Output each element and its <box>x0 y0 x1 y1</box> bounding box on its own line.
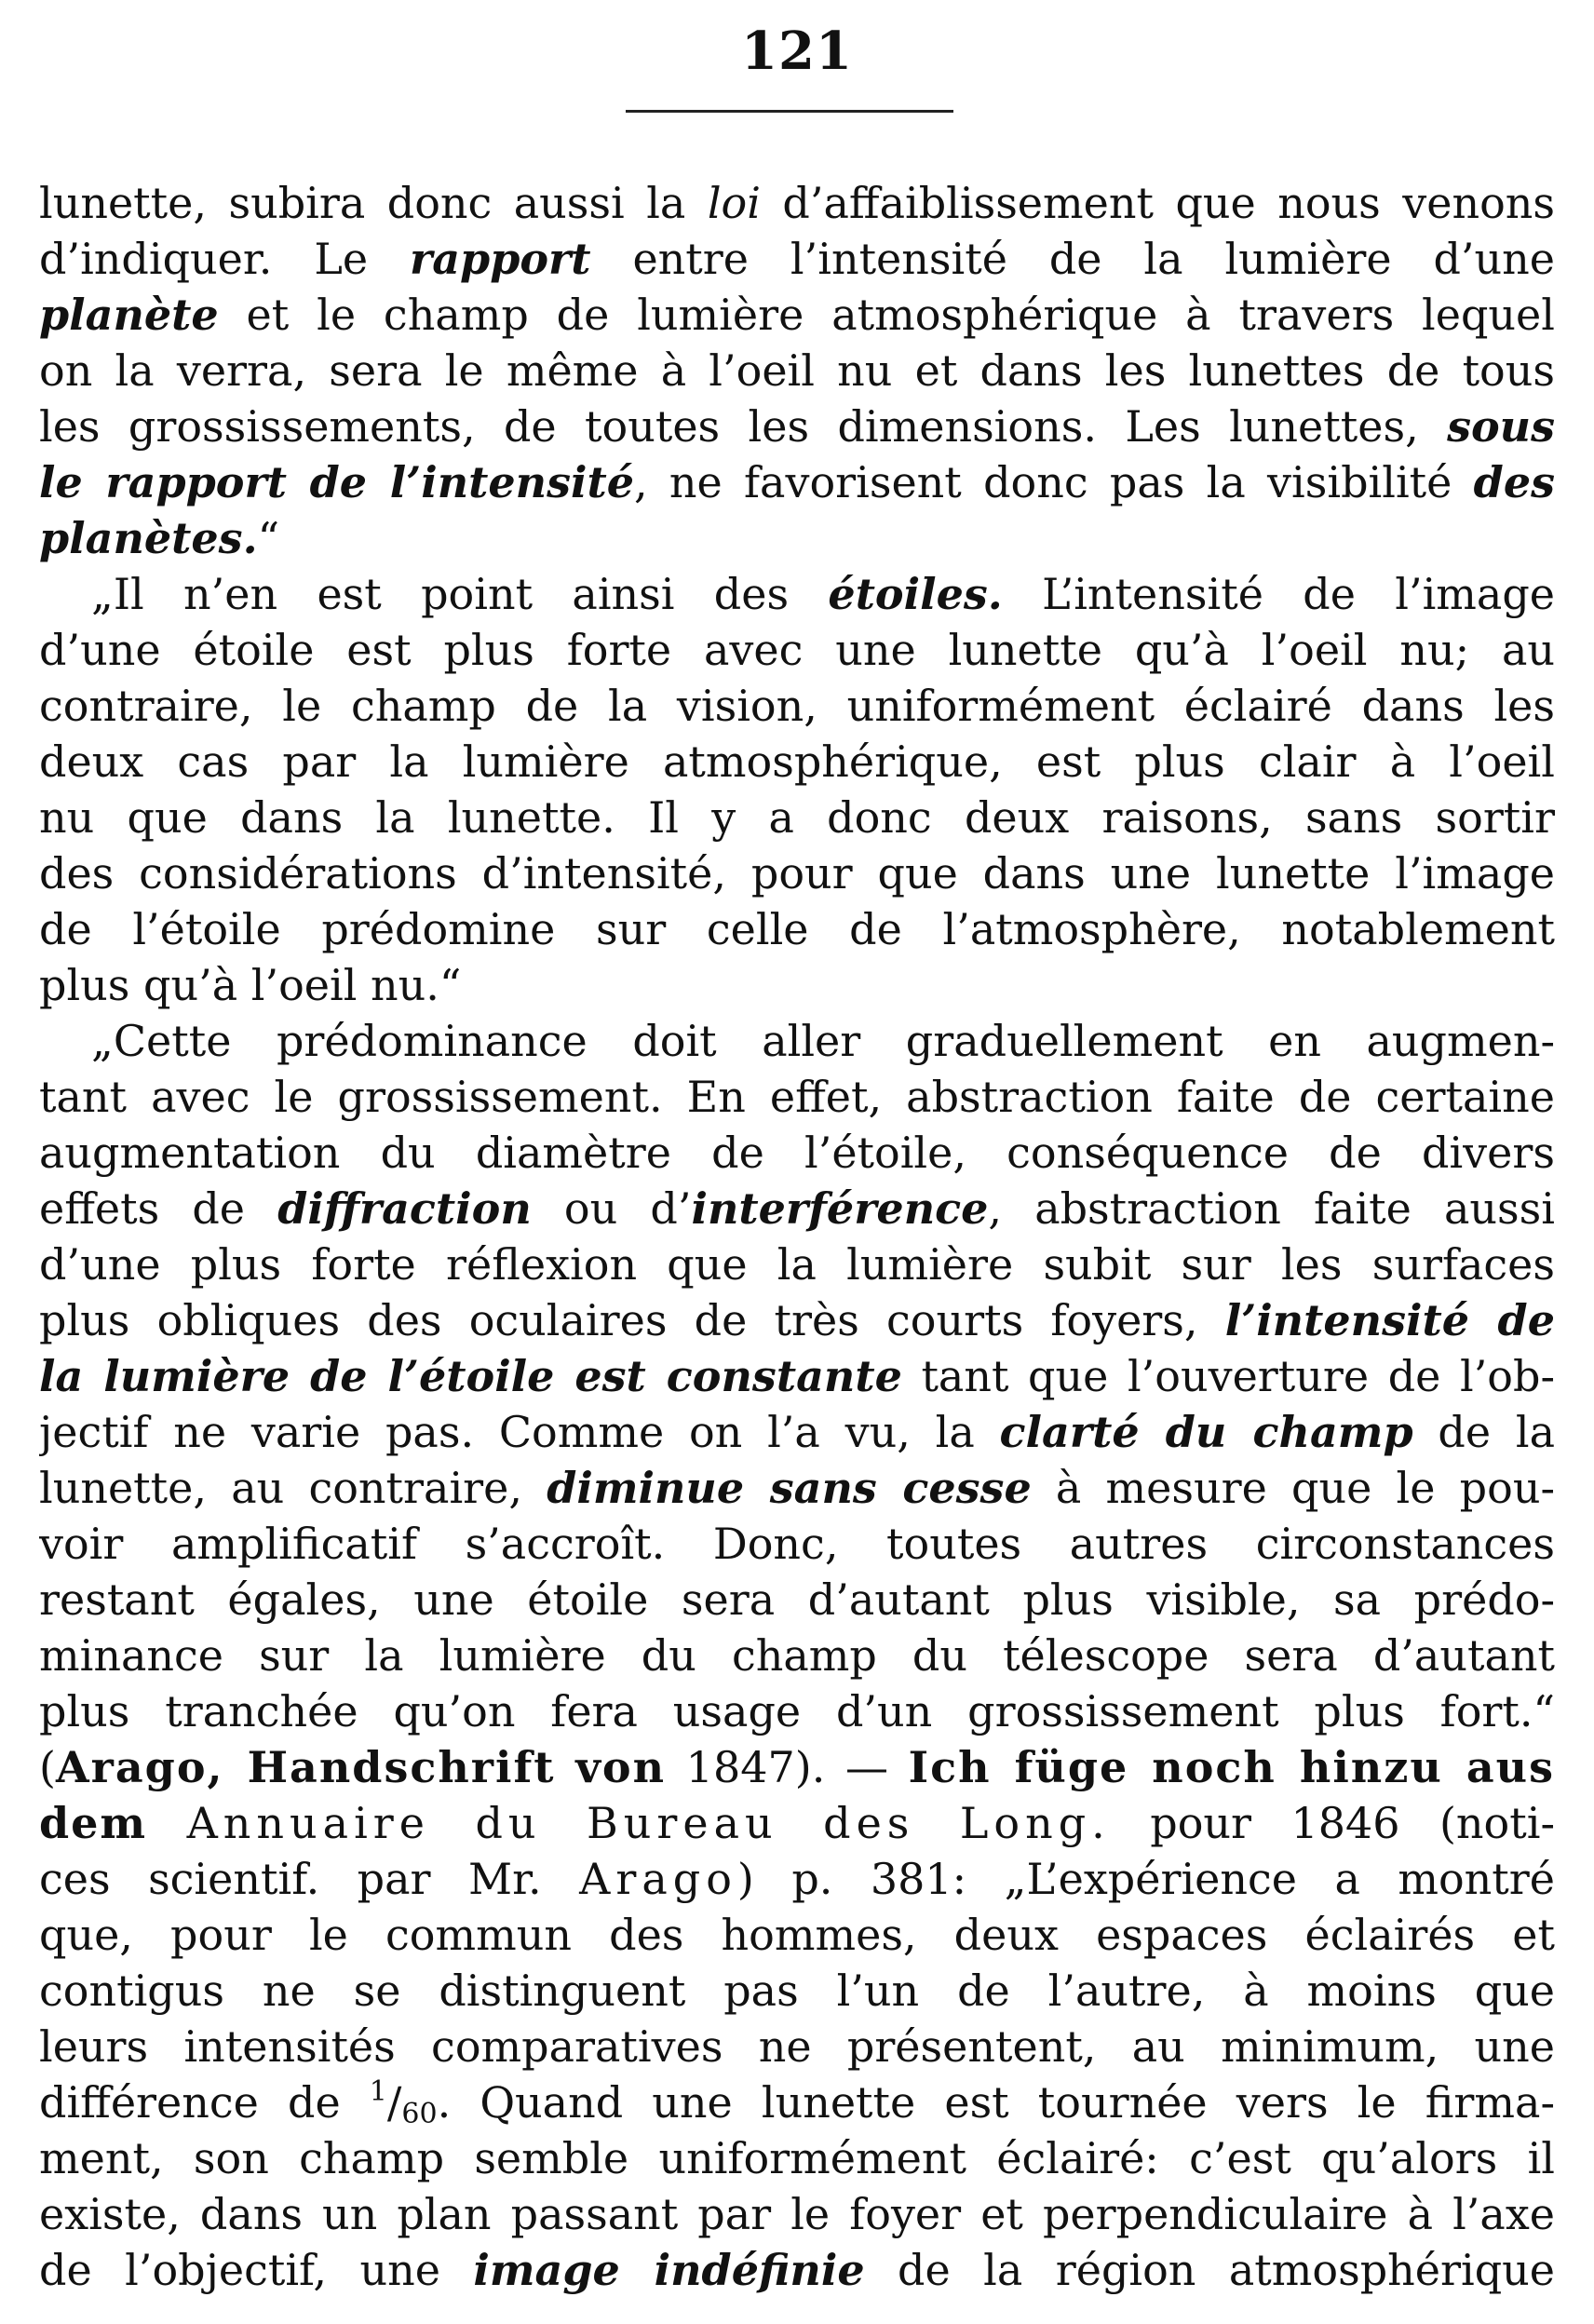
text-line <box>39 343 1555 399</box>
styled-text: dem <box>39 1798 148 1848</box>
styled-text: von <box>575 1742 667 1792</box>
styled-text: Ich füge noch hinzu aus <box>908 1742 1555 1792</box>
text-run: , abstraction faite aussi <box>988 1183 1555 1234</box>
text-run: des considérations d’intensité, pour que dans une lunette l’image <box>39 848 1555 899</box>
text-run: on la verra, sera le même à l’oeil nu et dans les lunettes de tous <box>39 345 1555 396</box>
text-line <box>39 1907 1555 1963</box>
text-run: / <box>386 2077 402 2128</box>
text-run: entre l’intensité de la lumière d’une <box>590 234 1555 284</box>
text-run: restant égales, une étoile sera d’autant plus visible, sa prédo- <box>39 1574 1555 1625</box>
styled-text: planètes. <box>39 513 258 563</box>
text-line <box>39 1181 1555 1236</box>
text-run: ment, son champ semble uniformément éclairé: c’est qu’alors il <box>39 2133 1555 2183</box>
text-run: pour 1846 (noti- <box>1110 1798 1555 1848</box>
styled-text: image indéfinie <box>473 2245 865 2295</box>
text-line <box>39 790 1555 845</box>
page-number: 121 <box>741 20 853 82</box>
text-line <box>39 1628 1555 1683</box>
styled-text: des <box>1473 457 1555 507</box>
text-run: . Quand une lunette est tournée vers le firma- <box>437 2077 1555 2128</box>
text-run: leurs intensités comparatives ne présentent, au minimum, une <box>39 2021 1555 2072</box>
text-line <box>39 1683 1555 1739</box>
styled-text: Arago <box>579 1854 737 1904</box>
text-line <box>39 622 1555 678</box>
text-run: que, pour le commun des hommes, deux espaces éclairés et <box>39 1910 1555 1960</box>
text-run: d’affaiblissement que nous venons <box>760 178 1555 228</box>
text-run: plus obliques des oculaires de très courts foyers, <box>39 1295 1225 1345</box>
text-run: les grossissements, de toutes les dimensions. Les lunettes, <box>39 401 1448 452</box>
text-run: de l’objectif, une <box>39 2245 474 2295</box>
text-line <box>39 1851 1555 1907</box>
text-run: lunette, subira donc aussi la <box>39 178 708 228</box>
styled-text: diffraction <box>277 1183 532 1234</box>
text-run: d’une plus forte réflexion que la lumière subit sur les surfaces <box>39 1239 1555 1290</box>
text-line <box>39 1236 1555 1292</box>
text-run: „Cette prédominance doit aller graduellement en augmen- <box>91 1016 1555 1066</box>
text-line <box>39 1292 1555 1348</box>
text-run: plus qu’à l’oeil nu.“ <box>39 960 462 1010</box>
text-line <box>39 1404 1555 1460</box>
styled-text: l’intensité de <box>1224 1295 1555 1345</box>
text-line <box>39 901 1555 957</box>
text-line <box>39 2186 1555 2242</box>
text-run: ces scientif. par Mr. <box>39 1854 580 1904</box>
text-line <box>39 1069 1555 1125</box>
text-run: “ <box>257 513 280 563</box>
text-run: de l’étoile prédomine sur celle de l’atmosphère, notablement <box>39 904 1555 954</box>
text-run: 1847). — <box>666 1742 909 1792</box>
styled-text: 1 <box>369 2075 387 2108</box>
text-run: L’intensité de l’image <box>1002 569 1555 619</box>
text-run: „Il n’en est point ainsi des <box>91 569 829 619</box>
text-line <box>39 1460 1555 1516</box>
styled-text: 60 <box>401 2098 438 2130</box>
text-line <box>39 1963 1555 2019</box>
text-line <box>39 1795 1555 1851</box>
styled-text: Annuaire du Bureau des Long. <box>186 1798 1111 1848</box>
text-run: ( <box>39 1742 56 1792</box>
styled-text: rapport <box>410 234 591 284</box>
text-line <box>39 231 1555 287</box>
text-run: , ne favorisent donc pas la visibilité <box>633 457 1474 507</box>
text-run: à mesure que le pou- <box>1031 1463 1555 1513</box>
header-rule <box>626 110 953 113</box>
text-line <box>39 399 1555 454</box>
text-run: et le champ de lumière atmosphérique à travers lequel <box>218 290 1555 340</box>
text-run: ou d’ <box>531 1183 692 1234</box>
text-line <box>39 734 1555 790</box>
text-run: nu que dans la lunette. Il y a donc deux raisons, sans sortir <box>39 792 1555 843</box>
text-line <box>39 566 1555 622</box>
text-run: existe, dans un plan passant par le foyer et perpendiculaire à l’axe <box>39 2189 1555 2239</box>
text-line <box>39 1572 1555 1628</box>
text-line <box>39 1013 1555 1069</box>
text-run: minance sur la lumière du champ du télescope sera d’autant <box>39 1630 1555 1681</box>
text-line <box>39 287 1555 343</box>
text-run: différence de <box>39 2077 370 2128</box>
text-line <box>39 1125 1555 1181</box>
text-run: tant que l’ouverture de l’ob- <box>901 1351 1555 1401</box>
styled-text: diminue sans cesse <box>547 1463 1032 1513</box>
text-run <box>556 1742 576 1792</box>
text-run: voir amplificatif s’accroît. Donc, toutes autres circonstances <box>39 1519 1555 1569</box>
text-run <box>147 1798 186 1848</box>
text-run: contraire, le champ de la vision, uniformément éclairé dans les <box>39 681 1555 731</box>
text-run: d’une étoile est plus forte avec une lunette qu’à l’oeil nu; au <box>39 625 1555 675</box>
text-run: effets de <box>39 1183 278 1234</box>
text-run: d’indiquer. Le <box>39 234 410 284</box>
styled-text: interférence <box>691 1183 989 1234</box>
text-run: plus tranchée qu’on fera usage d’un grossissement plus fort.“ <box>39 1686 1555 1736</box>
text-line <box>39 175 1555 231</box>
text-run: tant avec le grossissement. En effet, abstraction faite de certaine <box>39 1072 1555 1122</box>
styled-text: planète <box>39 290 219 340</box>
text-line <box>39 454 1555 510</box>
text-line <box>39 2242 1555 2298</box>
text-line <box>39 1739 1555 1795</box>
text-run: deux cas par la lumière atmosphérique, est plus clair à l’oeil <box>39 736 1555 787</box>
text-line <box>39 845 1555 901</box>
styled-text: Arago, Handschrift <box>55 1742 556 1792</box>
text-line <box>39 510 1555 566</box>
text-line <box>39 957 1555 1013</box>
text-line <box>39 2130 1555 2186</box>
text-run: augmentation du diamètre de l’étoile, conséquence de divers <box>39 1128 1555 1178</box>
styled-text: clarté du champ <box>999 1407 1413 1457</box>
text-run: de la région atmosphérique <box>864 2245 1555 2295</box>
text-line <box>39 678 1555 734</box>
text-run: contigus ne se distinguent pas l’un de l’autre, à moins que <box>39 1966 1555 2016</box>
text-run: de la <box>1412 1407 1555 1457</box>
text-run: jectif ne varie pas. Comme on l’a vu, la <box>39 1407 1000 1457</box>
text-line <box>39 2074 1555 2130</box>
body-text <box>39 175 1555 2298</box>
text-run: ) p. 381: „L’expérience a montré <box>736 1854 1555 1904</box>
styled-text: le rapport de l’intensité <box>39 457 634 507</box>
text-line <box>39 2019 1555 2074</box>
styled-text: loi <box>707 178 761 228</box>
text-line <box>39 1516 1555 1572</box>
styled-text: la lumière de l’étoile est constante <box>39 1351 902 1401</box>
text-run: lunette, au contraire, <box>39 1463 547 1513</box>
text-line <box>39 1348 1555 1404</box>
styled-text: sous <box>1447 401 1555 452</box>
styled-text: étoiles. <box>828 569 1003 619</box>
